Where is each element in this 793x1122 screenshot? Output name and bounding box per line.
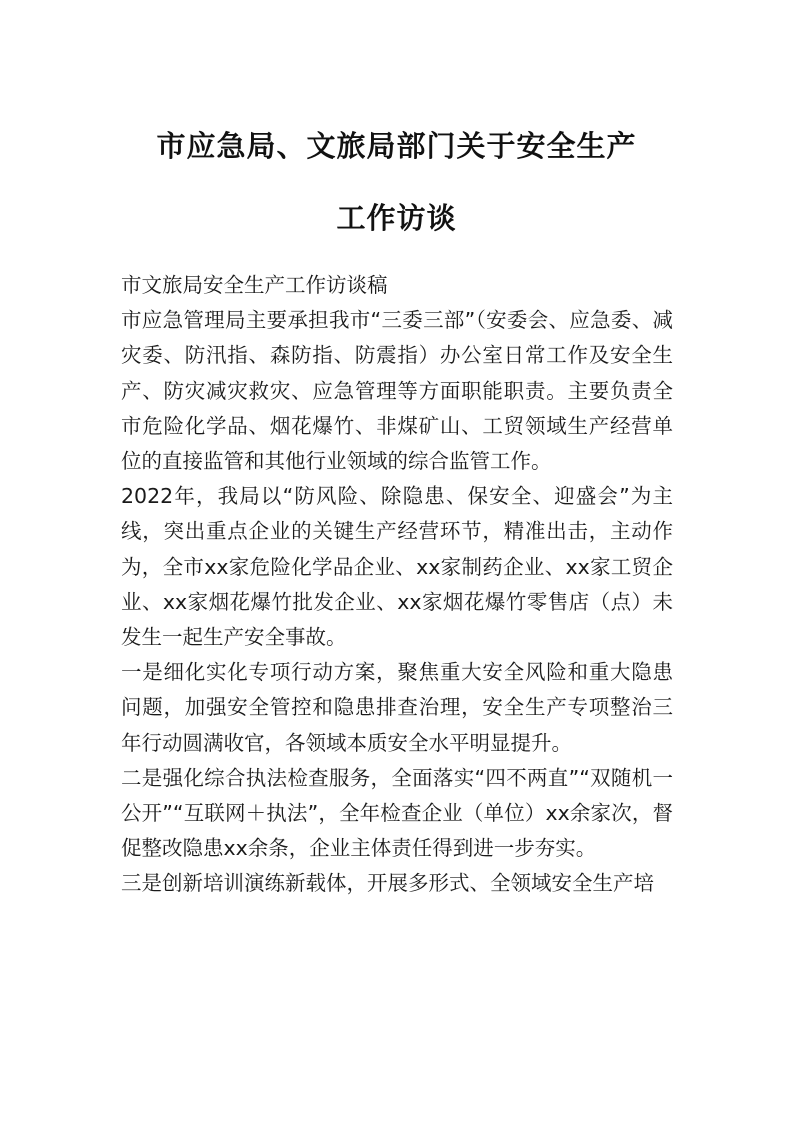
paragraph-2022-summary: 2022年，我局以“防风险、除隐患、保安全、迎盛会”为主线，突出重点企业的关键生产经营环节，精准出击，主动作为，全市xx家危险化学品企业、xx家制药企业、xx家工贸企业、xx家烟花爆竹批发企业、xx家烟花爆竹零售店（点）未发生一起生产安全事故。: [121, 484, 673, 650]
paragraph-point-one: 一是细化实化专项行动方案，聚焦重大安全风险和重大隐患问题，加强安全管控和隐患排查治理，安全生产专项整治三年行动圆满收官，各领域本质安全水平明显提升。: [121, 660, 673, 755]
document-body: [121, 268, 673, 902]
document-title-line-2: 工作访谈: [336, 201, 457, 235]
document-title-line-1: 市应急局、文旅局部门关于安全生产: [156, 129, 637, 163]
paragraph-point-three: 三是创新培训演练新载体，开展多形式、全领域安全生产培: [121, 871, 654, 896]
paragraph-subtitle: 市文旅局安全生产工作访谈稿: [121, 273, 388, 297]
paragraph-duties: 市应急管理局主要承担我市“三委三部”（安委会、应急委、减灾委、防汛指、森防指、防震指）办公室日常工作及安全生产、防灾减灾救灾、应急管理等方面职能职责。主要负责全市危险化学品、烟花爆竹、非煤矿山、工贸领域生产经营单位的直接监管和其他行业领域的综合监管工作。: [121, 308, 673, 474]
paragraph-point-two: 二是强化综合执法检查服务，全面落实“四不两直”“双随机一公开”“互联网＋执法”，全年检查企业（单位）xx余家次，督促整改隐患xx余条，企业主体责任得到进一步夯实。: [121, 765, 673, 861]
